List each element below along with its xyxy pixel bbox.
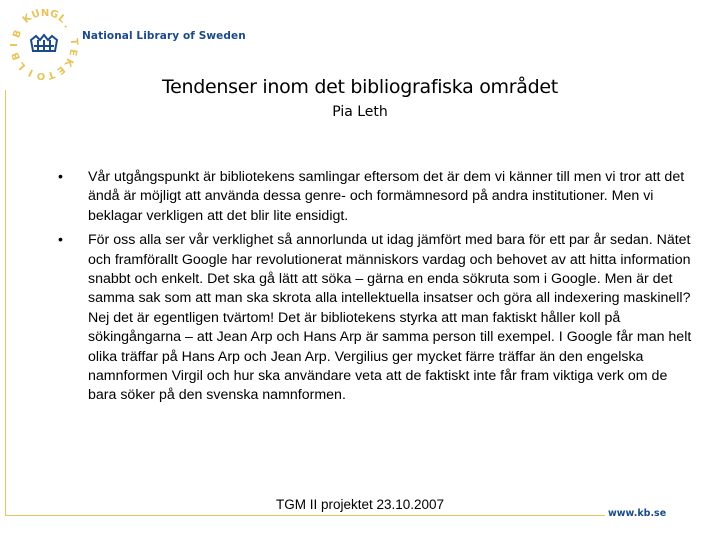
svg-text:U: U <box>30 8 42 22</box>
slide-title: Tendenser inom det bibliografiska området <box>162 76 558 98</box>
bullet-icon: • <box>58 169 63 185</box>
bullet-icon: • <box>58 232 63 249</box>
svg-text:I: I <box>9 43 20 47</box>
svg-text:B: B <box>10 50 24 62</box>
svg-text:L: L <box>55 12 68 26</box>
bullet-list <box>58 168 698 411</box>
svg-text:N: N <box>40 8 50 19</box>
svg-text:O: O <box>36 70 46 81</box>
svg-text:B: B <box>11 28 25 40</box>
bullet-text: Vår utgångspunkt är bibliotekens samlingar eftersom det är dem vi känner till men vi tror att det ändå är möjligt att använda dessa genre- och formämnesord på andra institutioner. Men vi beklagar verkligen att det blir lite ensidigt. <box>88 169 685 224</box>
svg-text:T: T <box>45 68 56 81</box>
footer-text: TGM II projektet 23.10.2007 <box>275 497 445 512</box>
svg-text:I: I <box>26 66 35 79</box>
svg-text:.: . <box>61 20 73 31</box>
svg-text:K: K <box>61 56 75 69</box>
bullet-text: För oss alla ser vår verklighet så annorlunda ut idag jämfört med bara för ett par år sedan. Nätet och framförallt Google har revolutionerat människors vardag och behovet av att hitta information snabbt och enkelt. Det ska gå lätt att söka – gärna en enda sökruta som i Google. Men är det samma sak som att man ska skrota alla intellektuella insatser och göra all indexering maskinell? Nej det är egentligen tvärtom! Det är bibliotekens styrka att man faktiskt håller koll på sökingångarna – att Jean Arp och Hans Arp är samma person till exempel. I Google får man helt olika träffar på Hans Arp och Jean Arp. Vergilius ger mycket färre träffar än den engelska namnformen Virgil och hur ska användare veta att de faktiskt inte får fram viktiga verk om de bara söker på den svenska namnformen. <box>88 232 692 404</box>
svg-text:L: L <box>15 59 29 72</box>
svg-text:T: T <box>67 37 80 46</box>
svg-text:G: G <box>48 8 60 22</box>
bullet-item <box>58 231 698 406</box>
footer-url: www.kb.se <box>608 508 667 519</box>
kb-crown-logo <box>4 4 84 84</box>
svg-text:E: E <box>66 48 79 57</box>
logo-wordmark: National Library of Sweden <box>82 30 246 42</box>
slide-author: Pia Leth <box>332 104 388 120</box>
svg-text:E: E <box>54 63 67 77</box>
svg-text:K: K <box>20 12 34 26</box>
bottom-border-line <box>5 515 605 516</box>
bullet-item <box>58 168 698 226</box>
left-border-line <box>5 90 6 515</box>
